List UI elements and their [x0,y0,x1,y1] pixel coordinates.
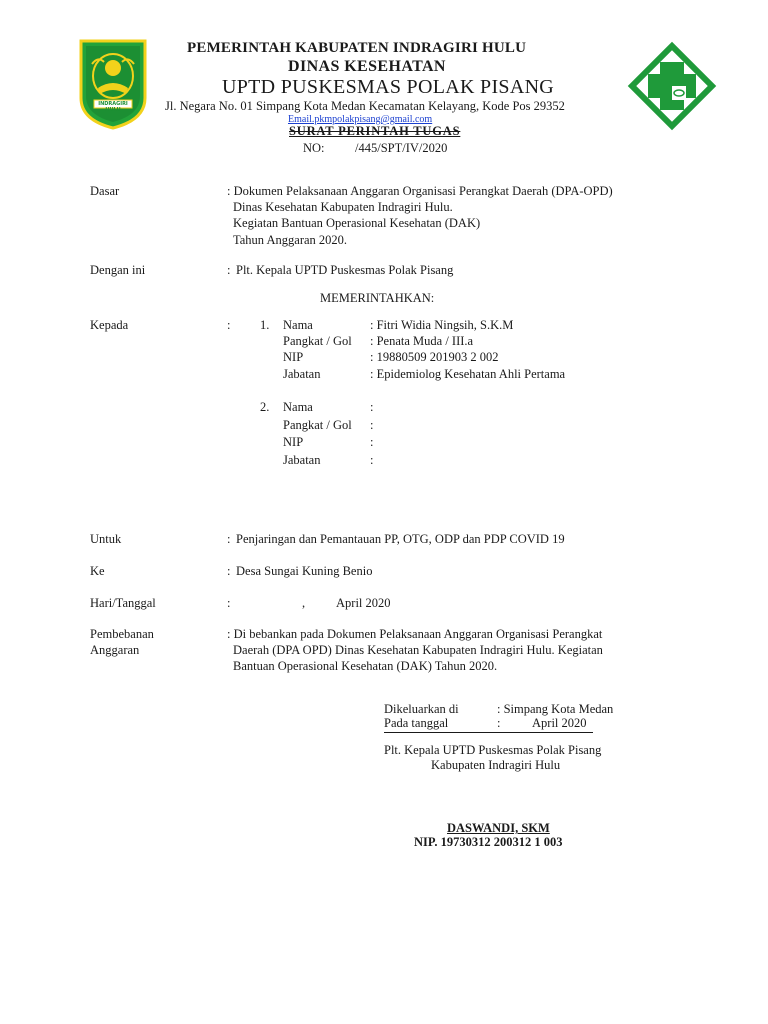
document-number-label: NO: [303,141,325,155]
dasar-line: Dinas Kesehatan Kabupaten Indragiri Hulu. [233,200,453,214]
pembebanan-line: Daerah (DPA OPD) Dinas Kesehatan Kabupaten Indragiri Hulu. Kegiatan [233,643,603,657]
person-nama: : [370,400,374,414]
pada-tanggal-colon: : [497,716,501,730]
pada-tanggal-value: April 2020 [532,716,587,730]
dasar-label: Dasar [90,184,120,198]
person-number: 2. [260,400,270,414]
document-number: /445/SPT/IV/2020 [355,141,448,155]
dengan-ini-value: Plt. Kepala UPTD Puskesmas Polak Pisang [236,263,454,277]
header-line3: UPTD PUSKESMAS POLAK PISANG [222,76,555,98]
indragiri-hulu-logo [78,38,148,130]
person-gol: : Penata Muda / III.a [370,334,474,348]
kepada-label: Kepada [90,318,129,332]
person-nama-label: Nama [283,400,313,414]
person-nama-label: Nama [283,318,313,332]
ke-label: Ke [90,564,105,578]
pada-tanggal-row [384,716,593,733]
dengan-ini-colon: : [227,263,231,277]
person-gol-label: Pangkat / Gol [283,334,352,348]
pembebanan-label: Anggaran [90,643,140,657]
dikeluarkan-value: : Simpang Kota Medan [497,702,614,716]
header-line1: PEMERINTAH KABUPATEN INDRAGIRI HULU [187,40,527,56]
header-line2: DINAS KESEHATAN [288,58,446,75]
untuk-label: Untuk [90,532,122,546]
signer-region: Kabupaten Indragiri Hulu [431,758,561,772]
pembebanan-label: Pembebanan [90,627,154,641]
memerintahkan-heading: MEMERINTAHKAN: [320,291,435,305]
person-number: 1. [260,318,270,332]
pada-tanggal-label: Pada tanggal [384,716,449,730]
signer-name: DASWANDI, SKM [447,821,550,835]
kepada-colon: : [227,318,231,332]
person-nip: : [370,435,374,449]
person-jabatan: : [370,453,374,467]
signer-position: Plt. Kepala UPTD Puskesmas Polak Pisang [384,743,602,757]
hari-value: April 2020 [336,596,391,610]
person-nama: : Fitri Widia Ningsih, S.K.M [370,318,514,332]
pembebanan-line: : Di bebankan pada Dokumen Pelaksanaan Anggaran Organisasi Perangkat [227,627,603,641]
person-nip-label: NIP [283,350,304,364]
person-nip-label: NIP [283,435,304,449]
person-gol: : [370,418,374,432]
dasar-line: Kegiatan Bantuan Operasional Kesehatan (DAK) [233,216,481,230]
untuk-value: Penjaringan dan Pemantauan PP, OTG, ODP dan PDP COVID 19 [236,532,565,546]
person-jabatan: : Epidemiolog Kesehatan Ahli Pertama [370,367,566,381]
person-jabatan-label: Jabatan [283,453,321,467]
header-email[interactable]: Email.pkmpolakpisang@gmail.com [288,114,433,125]
ke-colon: : [227,564,231,578]
pembebanan-line: Bantuan Operasional Kesehatan (DAK) Tahun 2020. [233,659,498,673]
person-gol-label: Pangkat / Gol [283,418,352,432]
puskesmas-logo [626,40,718,132]
person-nip: : 19880509 201903 2 002 [370,350,499,364]
untuk-colon: : [227,532,231,546]
header-address: Jl. Negara No. 01 Simpang Kota Medan Kecamatan Kelayang, Kode Pos 29352 [165,99,565,113]
signer-nip: NIP. 19730312 200312 1 003 [414,835,563,849]
dasar-line: Tahun Anggaran 2020. [233,233,348,247]
left-logo-text: INDRAGIRI HULU [98,101,128,113]
person-jabatan-label: Jabatan [283,367,321,381]
dengan-ini-label: Dengan ini [90,263,146,277]
ke-value: Desa Sungai Kuning Benio [236,564,373,578]
hari-colon: : [227,596,231,610]
hari-comma: , [302,596,306,610]
hari-label: Hari/Tanggal [90,596,156,610]
document-title: SURAT PERINTAH TUGAS [289,124,461,138]
dasar-line: : Dokumen Pelaksanaan Anggaran Organisasi Perangkat Daerah (DPA-OPD) [227,184,613,198]
dikeluarkan-label: Dikeluarkan di [384,702,459,716]
